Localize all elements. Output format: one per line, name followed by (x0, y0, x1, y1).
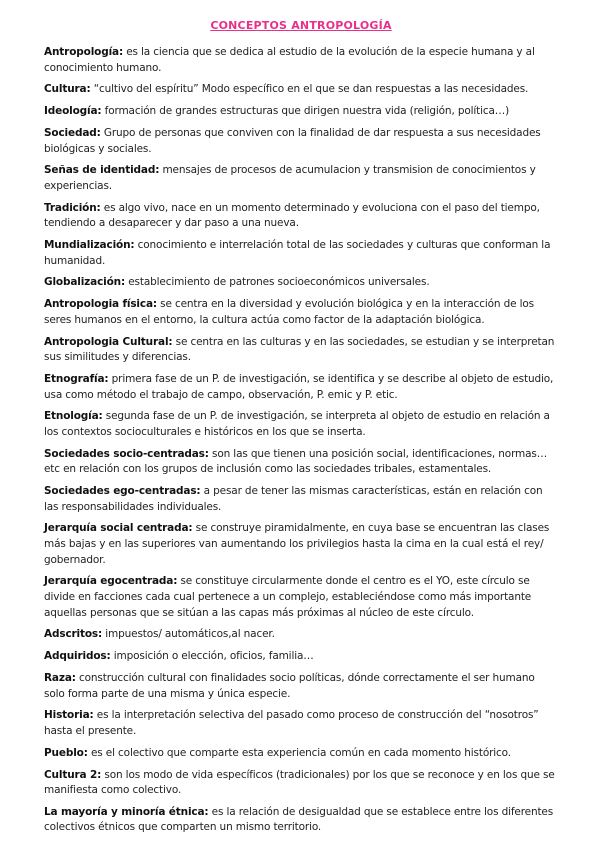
term-definition: es algo vivo, nace en un momento determinado y evoluciona con el paso del tiempo, tendiendo a desaparecer y dar paso a una nueva. (44, 201, 540, 230)
term-definition: formación de grandes estructuras que dirigen nuestra vida (religión, política…) (101, 105, 510, 118)
term-label: Adquiridos: (44, 650, 111, 663)
definition-entry-raza (44, 671, 558, 702)
term-definition: establecimiento de patrones socioeconómicos universales. (125, 276, 430, 289)
term-definition: se constituye circularmente donde el centro es el YO, este círculo se divide en facciones cada cual pertenece a un complejo, estableciéndose como más importante aquellas personas que se sitúan a las capas más próximas al núcleo de este círculo. (44, 575, 532, 619)
definition-entry-sociedad (44, 126, 558, 157)
term-definition: impuestos/ automáticos,al nacer. (102, 628, 275, 641)
term-definition: conocimiento e interrelación total de las sociedades y culturas que conforman la humanidad. (44, 239, 551, 267)
term-definition: es la ciencia que se dedica al estudio de la evolución de la especie humana y al conocimiento humano. (44, 46, 535, 74)
term-definition: se centra en las culturas y en las sociedades, se estudian y se interpretan sus similitudes y diferencias. (44, 335, 555, 364)
definition-entry-antropologia (44, 45, 558, 76)
definition-entry-sociedades-ego-centradas (44, 484, 558, 515)
definition-entry-mayoria-minoria-etnica (44, 805, 558, 836)
term-label: Sociedad: (44, 126, 101, 139)
term-label: Adscritos: (44, 628, 103, 641)
term-label: Antropología: (44, 46, 124, 58)
term-label: Señas de identidad: (44, 164, 160, 177)
term-definition: son las que tienen una posición social, identificaciones, normas…etc en relación con los grupos de inclusión como las sociedades tribales, estamentales. (44, 447, 548, 476)
term-definition: imposición o elección, oficios, familia… (110, 650, 314, 663)
term-label: Pueblo: (44, 746, 88, 759)
term-definition: se construye piramidalmente, en cuya base se encuentran las clases más bajas y en las superiores van aumentando los privilegios hasta la cima en la cual está el rey/ gobernador. (44, 522, 550, 566)
term-label: Ideología: (44, 105, 102, 118)
definition-entry-senas-de-identidad (44, 163, 558, 194)
term-definition: Grupo de personas que conviven con la finalidad de dar respuesta a sus necesidades biológicas y sociales. (44, 126, 541, 155)
definition-entry-pueblo (44, 746, 558, 762)
term-definition: construcción cultural con finalidades socio políticas, dónde correctamente el ser humano solo forma parte de una misma y única especie. (44, 671, 535, 700)
definition-entry-etnologia (44, 409, 558, 440)
term-label: Historia: (44, 709, 94, 722)
definition-entry-globalizacion (44, 275, 558, 291)
definition-entry-jerarquia-egocentrada (44, 574, 558, 621)
definition-entry-antropologia-fisica (44, 297, 558, 328)
definition-entry-etnografia (44, 372, 558, 403)
definition-entry-cultura-2 (44, 768, 558, 799)
term-definition: es la relación de desigualdad que se establece entre los diferentes colectivos étnicos que comparten un mismo territorio. (44, 805, 554, 834)
term-label: Jerarquía social centrada: (44, 522, 193, 535)
term-definition: primera fase de un P. de investigación, se identifica y se describe al objeto de estudio, usa como método el trabajo de campo, observación, P. emic y P. etic. (44, 372, 554, 401)
definition-entry-cultura (44, 82, 558, 98)
term-definition: mensajes de procesos de acumulacion y transmision de conocimientos y experiencias. (44, 164, 536, 192)
term-definition: “cultivo del espíritu” Modo específico en el que se dan respuestas a las necesidades. (90, 83, 529, 96)
term-label: Cultura 2: (44, 768, 102, 781)
term-label: Etnología: (44, 410, 103, 423)
definition-entry-jerarquia-social-centrada (44, 521, 558, 568)
definition-entry-adscritos (44, 627, 558, 643)
term-label: Sociedades socio-centradas: (44, 447, 209, 460)
document-title: CONCEPTOS ANTROPOLOGÍA (210, 19, 392, 32)
definition-entry-adquiridos (44, 649, 558, 665)
term-definition: son los modo de vida específicos (tradicionales) por los que se reconoce y en los que se manifiesta como colectivo. (44, 768, 555, 797)
definition-entry-tradicion (44, 201, 558, 232)
term-label: Raza: (44, 671, 76, 684)
term-definition: es la interpretación selectiva del pasado como proceso de construcción del “nosotros” hasta el presente. (44, 709, 539, 737)
definition-entry-sociedades-socio-centradas (44, 447, 558, 478)
term-label: Tradición: (44, 201, 101, 214)
definition-entry-ideologia (44, 104, 558, 120)
term-label: Mundialización: (44, 239, 135, 252)
definition-entry-historia (44, 708, 558, 739)
term-label: Antropologia física: (44, 298, 157, 311)
term-definition: segunda fase de un P. de investigación, se interpreta al objeto de estudio en relación a los contextos socioculturales e históricos en los que se inserta. (44, 410, 550, 438)
term-label: Globalización: (44, 276, 126, 289)
definition-entry-mundializacion (44, 238, 558, 269)
term-label: Cultura: (44, 83, 91, 96)
term-definition: se centra en la diversidad y evolución biológica y en la interacción de los seres humanos en el entorno, la cultura actúa como factor de la adaptación biológica. (44, 298, 534, 326)
term-definition: a pesar de tener las mismas características, están en relación con las responsabilidades individuales. (44, 485, 543, 513)
term-label: Sociedades ego-centradas: (44, 485, 201, 498)
term-label: Etnografía: (44, 372, 109, 385)
term-label: Jerarquía egocentrada: (44, 575, 178, 588)
definition-entry-antropologia-cultural (44, 335, 558, 366)
term-label: Antropologia Cultural: (44, 335, 173, 348)
term-definition: es el colectivo que comparte esta experiencia común en cada momento histórico. (87, 746, 511, 759)
term-label: La mayoría y minoría étnica: (44, 805, 209, 818)
